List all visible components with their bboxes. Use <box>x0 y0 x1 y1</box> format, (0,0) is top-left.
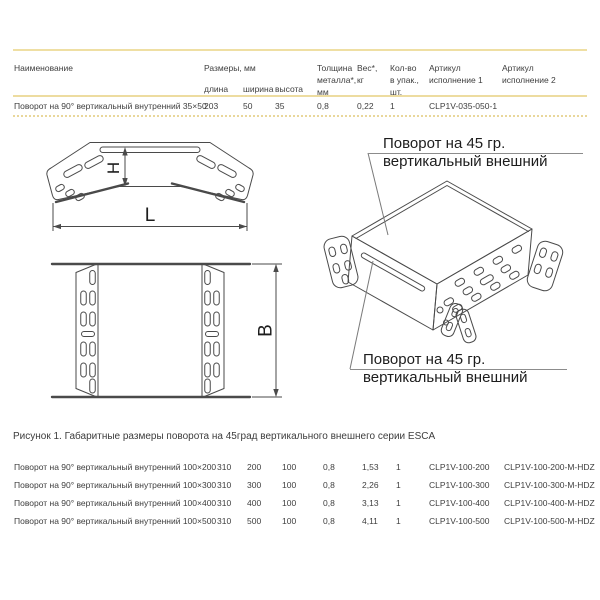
cell-length: 310 <box>217 462 232 472</box>
col-header-art1-1: Артикул <box>429 63 461 73</box>
cell-length: 310 <box>217 480 232 490</box>
cell-length: 203 <box>204 101 219 111</box>
cell-name: Поворот на 90° вертикальный внутренний 100×300 <box>14 480 217 490</box>
cell-qty: 1 <box>396 480 401 490</box>
col-header-weight-1: Вес*, <box>357 63 378 73</box>
cell-height: 100 <box>282 480 297 490</box>
figure-caption: Рисунок 1. Габаритные размеры поворота на 45град вертикального внешнего серии ESCA <box>13 431 436 442</box>
table-row <box>14 498 595 508</box>
cell-width: 200 <box>247 462 262 472</box>
cell-width: 50 <box>243 101 253 111</box>
col-header-art2-1: Артикул <box>502 63 534 73</box>
isometric-drawing <box>322 181 564 344</box>
cell-art2: CLP1V-100-500-M-HDZ <box>504 516 595 526</box>
cell-height: 100 <box>282 498 297 508</box>
callout-top <box>368 136 583 170</box>
cell-name: Поворот на 90° вертикальный внутренний 35×50 <box>14 101 207 111</box>
col-header-qty-2: в упак., <box>390 75 419 85</box>
cell-qty: 1 <box>390 101 395 111</box>
cell-art1: CLP1V-100-500 <box>429 516 490 526</box>
cell-width: 400 <box>247 498 262 508</box>
cell-weight: 4,11 <box>362 516 378 526</box>
table-row <box>14 480 595 490</box>
cell-width: 500 <box>247 516 262 526</box>
cell-weight: 2,26 <box>362 480 379 490</box>
cell-thickness: 0,8 <box>323 498 335 508</box>
cell-name: Поворот на 90° вертикальный внутренний 100×400 <box>14 498 217 508</box>
cell-art1: CLP1V-100-400 <box>429 498 490 508</box>
col-header-length: длина <box>204 84 229 94</box>
front-view-drawing <box>47 143 253 232</box>
cell-art2: CLP1V-100-300-M-HDZ <box>504 480 595 490</box>
col-header-qty-1: Кол-во <box>390 63 417 73</box>
col-header-weight-2: кг <box>357 75 364 85</box>
cell-weight: 0,22 <box>357 101 374 111</box>
cell-height: 100 <box>282 462 297 472</box>
cell-art1: CLP1V-100-300 <box>429 480 490 490</box>
cell-name: Поворот на 90° вертикальный внутренний 100×500 <box>14 516 217 526</box>
col-header-height: высота <box>275 84 304 94</box>
col-header-width: ширина <box>243 84 274 94</box>
cell-height: 100 <box>282 516 297 526</box>
dim-label-b: B <box>255 324 277 337</box>
cell-art1: CLP1V-035-050-1 <box>429 101 498 111</box>
col-header-thickness-2: металла*, <box>317 75 357 85</box>
col-header-dims-group: Размеры, мм <box>204 63 256 73</box>
callout-top-line1: Поворот на 45 гр. <box>368 136 583 154</box>
callout-bottom-line1: Поворот на 45 гр. <box>350 352 567 370</box>
cell-art2: CLP1V-100-200-M-HDZ <box>504 462 595 472</box>
cell-qty: 1 <box>396 498 401 508</box>
cell-thickness: 0,8 <box>323 480 335 490</box>
table-row <box>14 516 595 526</box>
cell-height: 35 <box>275 101 285 111</box>
col-header-name: Наименование <box>14 63 73 73</box>
dim-label-h: H <box>104 161 123 175</box>
callout-bottom-line2: вертикальный внешний <box>363 368 528 386</box>
table-row <box>14 462 595 472</box>
cell-qty: 1 <box>396 516 401 526</box>
cell-art1: CLP1V-100-200 <box>429 462 490 472</box>
cell-length: 310 <box>217 498 232 508</box>
col-header-qty-3: шт. <box>390 87 403 97</box>
cell-art2: CLP1V-100-400-M-HDZ <box>504 498 595 508</box>
callout-top-line2: вертикальный внешний <box>383 152 548 170</box>
callout-bottom <box>350 352 567 386</box>
cell-qty: 1 <box>396 462 401 472</box>
plan-view-drawing <box>52 264 282 398</box>
cell-name: Поворот на 90° вертикальный внутренний 100×200 <box>14 462 217 472</box>
cell-thickness: 0,8 <box>323 516 335 526</box>
cell-width: 300 <box>247 480 262 490</box>
cell-weight: 1,53 <box>362 462 379 472</box>
cell-thickness: 0,8 <box>323 462 335 472</box>
cell-thickness: 0,8 <box>317 101 329 111</box>
cell-weight: 3,13 <box>362 498 379 508</box>
dim-label-l: L <box>144 205 156 226</box>
cell-length: 310 <box>217 516 232 526</box>
col-header-art1-2: исполнение 1 <box>429 75 483 85</box>
col-header-thickness-3: мм <box>317 87 329 97</box>
col-header-art2-2: исполнение 2 <box>502 75 556 85</box>
col-header-thickness-1: Толщина <box>317 63 353 73</box>
